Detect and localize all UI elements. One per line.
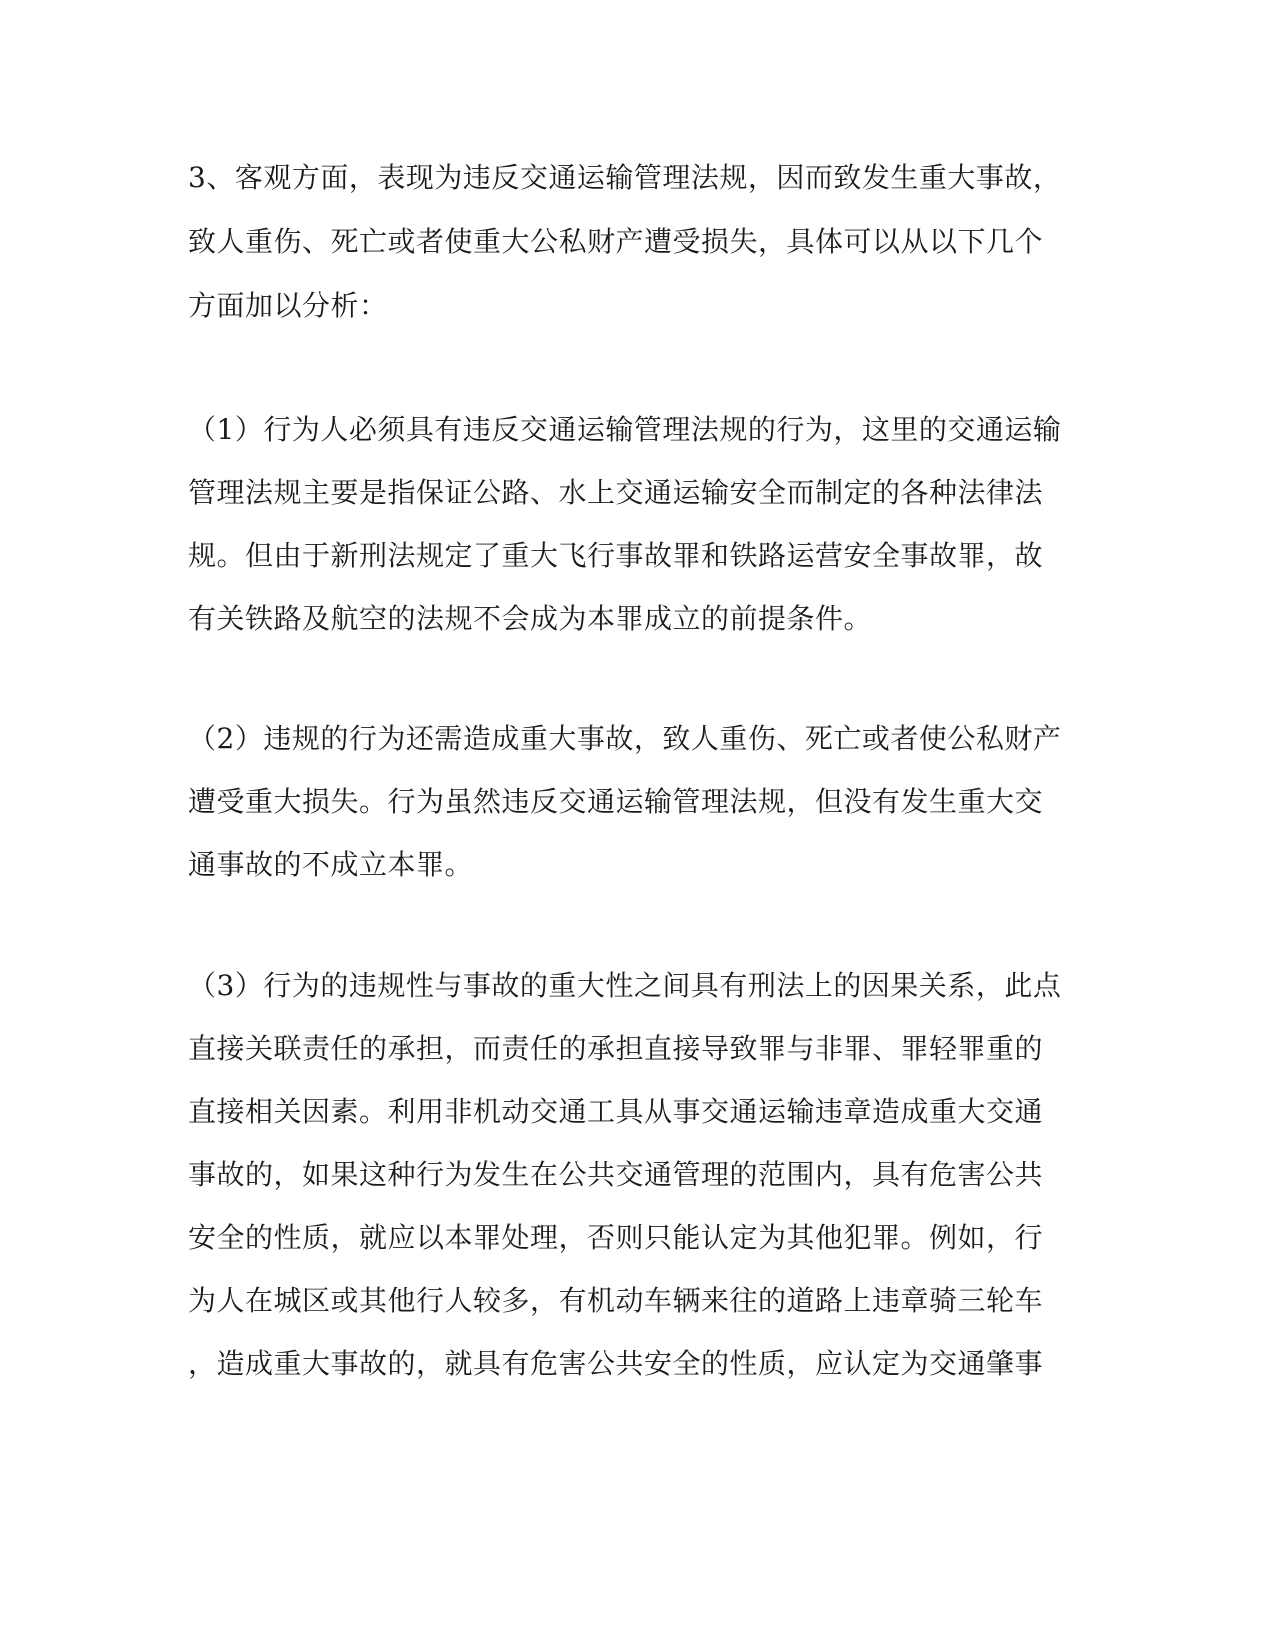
paragraph-line: 遭受重大损失。行为虽然违反交通运输管理法规，但没有发生重大交 bbox=[188, 785, 1044, 818]
paragraph-line: ，造成重大事故的，就具有危害公共安全的性质，应认定为交通肇事 bbox=[188, 1347, 1044, 1380]
paragraph-line: （3）行为的违规性与事故的重大性之间具有刑法上的因果关系，此点 bbox=[188, 969, 1062, 1002]
paragraph-line: 安全的性质，就应以本罪处理，否则只能认定为其他犯罪。例如，行 bbox=[188, 1221, 1044, 1254]
paragraph-line: 事故的，如果这种行为发生在公共交通管理的范围内，具有危害公共 bbox=[188, 1158, 1044, 1191]
paragraph-line: 为人在城区或其他行人较多，有机动车辆来往的道路上违章骑三轮车 bbox=[188, 1284, 1044, 1317]
paragraph-line: 方面加以分析： bbox=[188, 289, 388, 322]
paragraph-line: 规。但由于新刑法规定了重大飞行事故罪和铁路运营安全事故罪，故 bbox=[188, 539, 1044, 572]
paragraph-line: （1）行为人必须具有违反交通运输管理法规的行为，这里的交通运输 bbox=[188, 413, 1062, 446]
paragraph-line: 3、客观方面，表现为违反交通运输管理法规，因而致发生重大事故， bbox=[188, 161, 1062, 194]
paragraph-line: 管理法规主要是指保证公路、水上交通运输安全而制定的各种法律法 bbox=[188, 476, 1044, 509]
paragraph-line: 直接关联责任的承担，而责任的承担直接导致罪与非罪、罪轻罪重的 bbox=[188, 1032, 1044, 1065]
paragraph-line: 直接相关因素。利用非机动交通工具从事交通运输违章造成重大交通 bbox=[188, 1095, 1044, 1128]
paragraph-line: 通事故的不成立本罪。 bbox=[188, 848, 474, 881]
paragraph-line: （2）违规的行为还需造成重大事故，致人重伤、死亡或者使公私财产 bbox=[188, 722, 1062, 755]
paragraph-line: 有关铁路及航空的法规不会成为本罪成立的前提条件。 bbox=[188, 602, 873, 635]
paragraph-line: 致人重伤、死亡或者使重大公私财产遭受损失，具体可以从以下几个 bbox=[188, 225, 1044, 258]
